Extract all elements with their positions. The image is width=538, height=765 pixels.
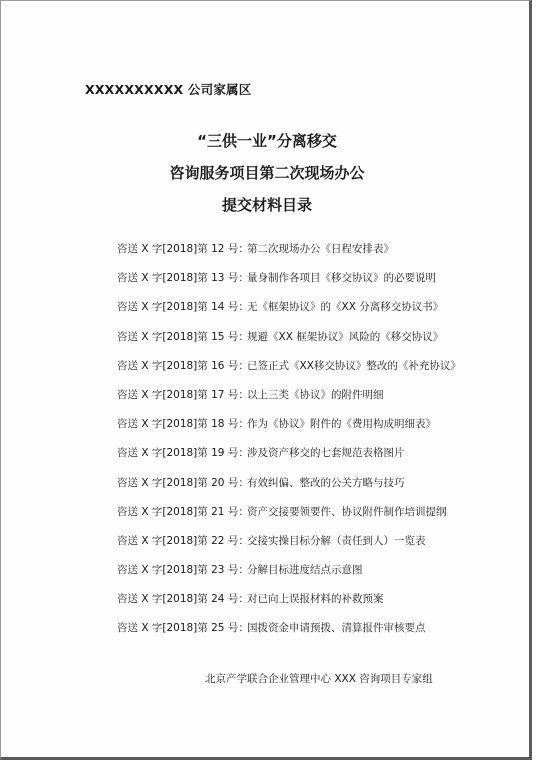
title-line-1: “三供一业”分离移交 — [197, 132, 337, 150]
doc-title: 规避《XX 框架协议》风险的《移交协议》 — [247, 330, 444, 343]
doc-number: 咨送 X 字[2018]第 15 号： — [117, 330, 249, 343]
doc-number: 咨送 X 字[2018]第 20 号： — [117, 476, 249, 489]
list-item — [117, 620, 461, 649]
list-item — [117, 241, 461, 270]
document-title — [1, 125, 533, 221]
doc-title: 有效纠偏、整改的公关方略与技巧 — [247, 476, 405, 489]
doc-title: 对已向上误报材料的补救预案 — [247, 593, 384, 606]
list-item — [117, 504, 461, 533]
doc-title: 量身制作各项目《移交协议》的必要说明 — [247, 272, 436, 285]
doc-title: 交接实操目标分解（责任到人）一览表 — [247, 534, 426, 547]
list-item — [117, 445, 461, 474]
doc-title: 已签正式《XX移交协议》整改的《补充协议》 — [247, 359, 461, 372]
doc-number: 咨送 X 字[2018]第 23 号： — [117, 564, 249, 577]
doc-number: 咨送 X 字[2018]第 16 号： — [117, 359, 249, 372]
doc-number: 咨送 X 字[2018]第 21 号： — [117, 505, 249, 518]
doc-title: 国拨资金申请预拨、清算报件审核要点 — [247, 622, 426, 635]
doc-number: 咨送 X 字[2018]第 22 号： — [117, 534, 249, 547]
doc-title: 无《框架协议》的《XX 分离移交协议书》 — [247, 301, 444, 314]
doc-title: 涉及资产移交的七套规范表格图片 — [247, 447, 405, 460]
doc-title: 以上三类《协议》的附件明细 — [247, 388, 384, 401]
doc-number: 咨送 X 字[2018]第 12 号： — [117, 243, 249, 255]
list-item — [117, 270, 461, 299]
doc-number: 咨送 X 字[2018]第 24 号： — [117, 593, 249, 606]
list-item — [117, 475, 461, 504]
title-line-3: 提交材料目录 — [221, 196, 312, 214]
list-item — [117, 533, 461, 562]
title-line-2: 咨询服务项目第二次现场办公 — [169, 164, 365, 182]
materials-list — [117, 241, 461, 650]
list-item — [117, 416, 461, 445]
doc-number: 咨送 X 字[2018]第 25 号： — [117, 622, 249, 635]
doc-number: 咨送 X 字[2018]第 18 号： — [117, 418, 249, 431]
issuer-signature: 北京产学联合企业管理中心 XXX 咨询项目专家组 — [205, 673, 433, 685]
doc-number: 咨送 X 字[2018]第 14 号： — [117, 301, 249, 314]
doc-title: 资产交接要领要件、协议附件制作培训提纲 — [247, 505, 447, 518]
doc-number: 咨送 X 字[2018]第 13 号： — [117, 272, 249, 285]
list-item — [117, 358, 461, 387]
list-item — [117, 329, 461, 358]
doc-title: 分解目标进度结点示意图 — [247, 564, 363, 577]
doc-number: 咨送 X 字[2018]第 17 号： — [117, 388, 249, 401]
list-item — [117, 591, 461, 620]
list-item — [117, 299, 461, 328]
doc-number: 咨送 X 字[2018]第 19 号： — [117, 447, 249, 460]
doc-title: 作为《协议》附件的《费用构成明细表》 — [247, 418, 436, 431]
company-header: XXXXXXXXXX 公司家属区 — [85, 82, 252, 97]
doc-title: 第二次现场办公《日程安排表》 — [247, 243, 394, 255]
list-item — [117, 562, 461, 591]
list-item — [117, 387, 461, 416]
